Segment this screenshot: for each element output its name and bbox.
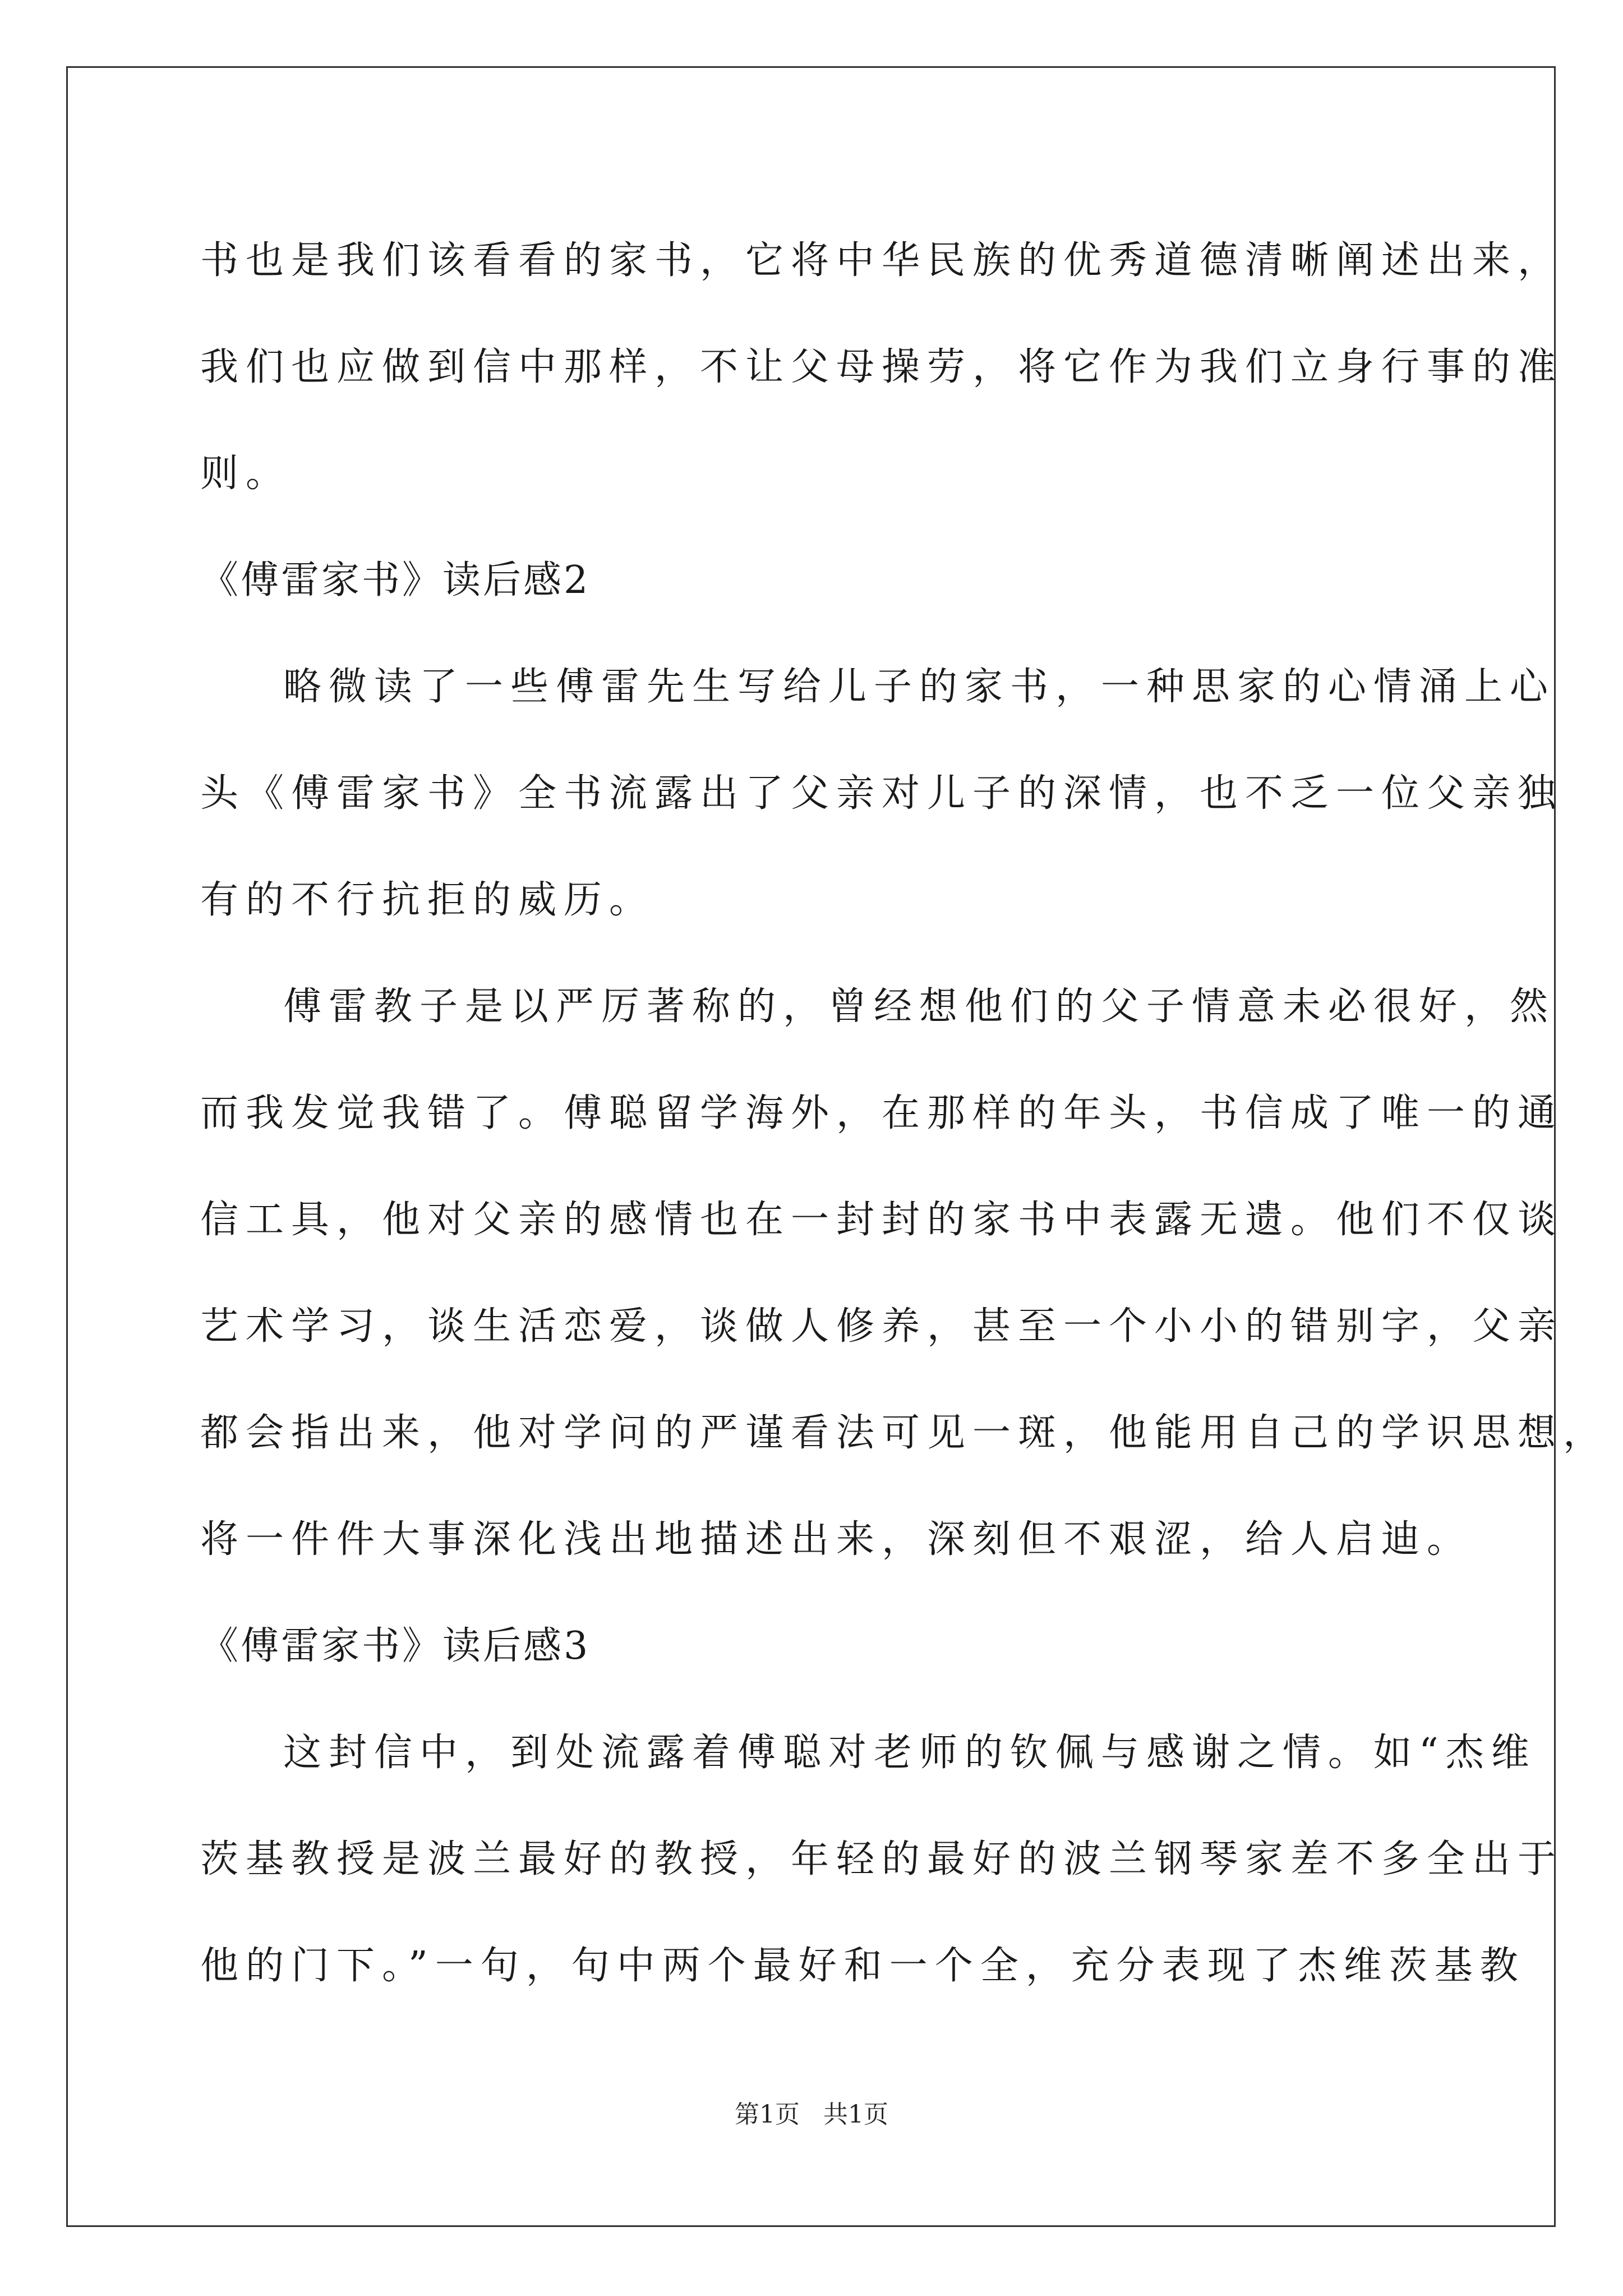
paragraph-first-line: 傅雷教子是以严厉著称的，曾经想他们的父子情意未必很好，然 [283, 984, 1556, 1029]
text-line: 而我发觉我错了。傅聪留学海外，在那样的年头，书信成了唯一的通 [200, 1091, 1564, 1135]
paragraph-first-line: 略微读了一些傅雷先生写给儿子的家书，一种思家的心情涌上心 [283, 665, 1556, 709]
document-body [200, 208, 1609, 2019]
text-line: 则。 [200, 452, 292, 496]
text-line: 头《傅雷家书》全书流露出了父亲对儿子的深情，也不乏一位父亲独 [200, 771, 1564, 816]
text-line: 书也是我们该看看的家书，它将中华民族的优秀道德清晰阐述出来， [200, 238, 1564, 283]
text-line: 有的不行抗拒的威历。 [200, 878, 655, 922]
text-line: 他的门下。”一句，句中两个最好和一个全，充分表现了杰维茨基教 [200, 1944, 1525, 1988]
text-line: 都会指出来，他对学问的严谨看法可见一斑，他能用自己的学识思想， [200, 1411, 1609, 1455]
section-heading: 《傅雷家书》读后感2 [200, 558, 591, 602]
paragraph-first-line: 这封信中，到处流露着傅聪对老师的钦佩与感谢之情。如“杰维 [283, 1731, 1537, 1775]
text-line: 信工具，他对父亲的感情也在一封封的家书中表露无遗。他们不仅谈 [200, 1198, 1564, 1242]
text-line: 艺术学习，谈生活恋爱，谈做人修养，甚至一个小小的错别字，父亲 [200, 1304, 1564, 1349]
page-footer: 第1页 共1页 [735, 2100, 888, 2129]
section-heading: 《傅雷家书》读后感3 [200, 1624, 591, 1668]
text-line: 我们也应做到信中那样，不让父母操劳，将它作为我们立身行事的准 [200, 345, 1564, 389]
text-line: 茨基教授是波兰最好的教授，年轻的最好的波兰钢琴家差不多全出于 [200, 1837, 1564, 1881]
text-line: 将一件件大事深化浅出地描述出来，深刻但不艰涩，给人启迪。 [200, 1517, 1473, 1562]
